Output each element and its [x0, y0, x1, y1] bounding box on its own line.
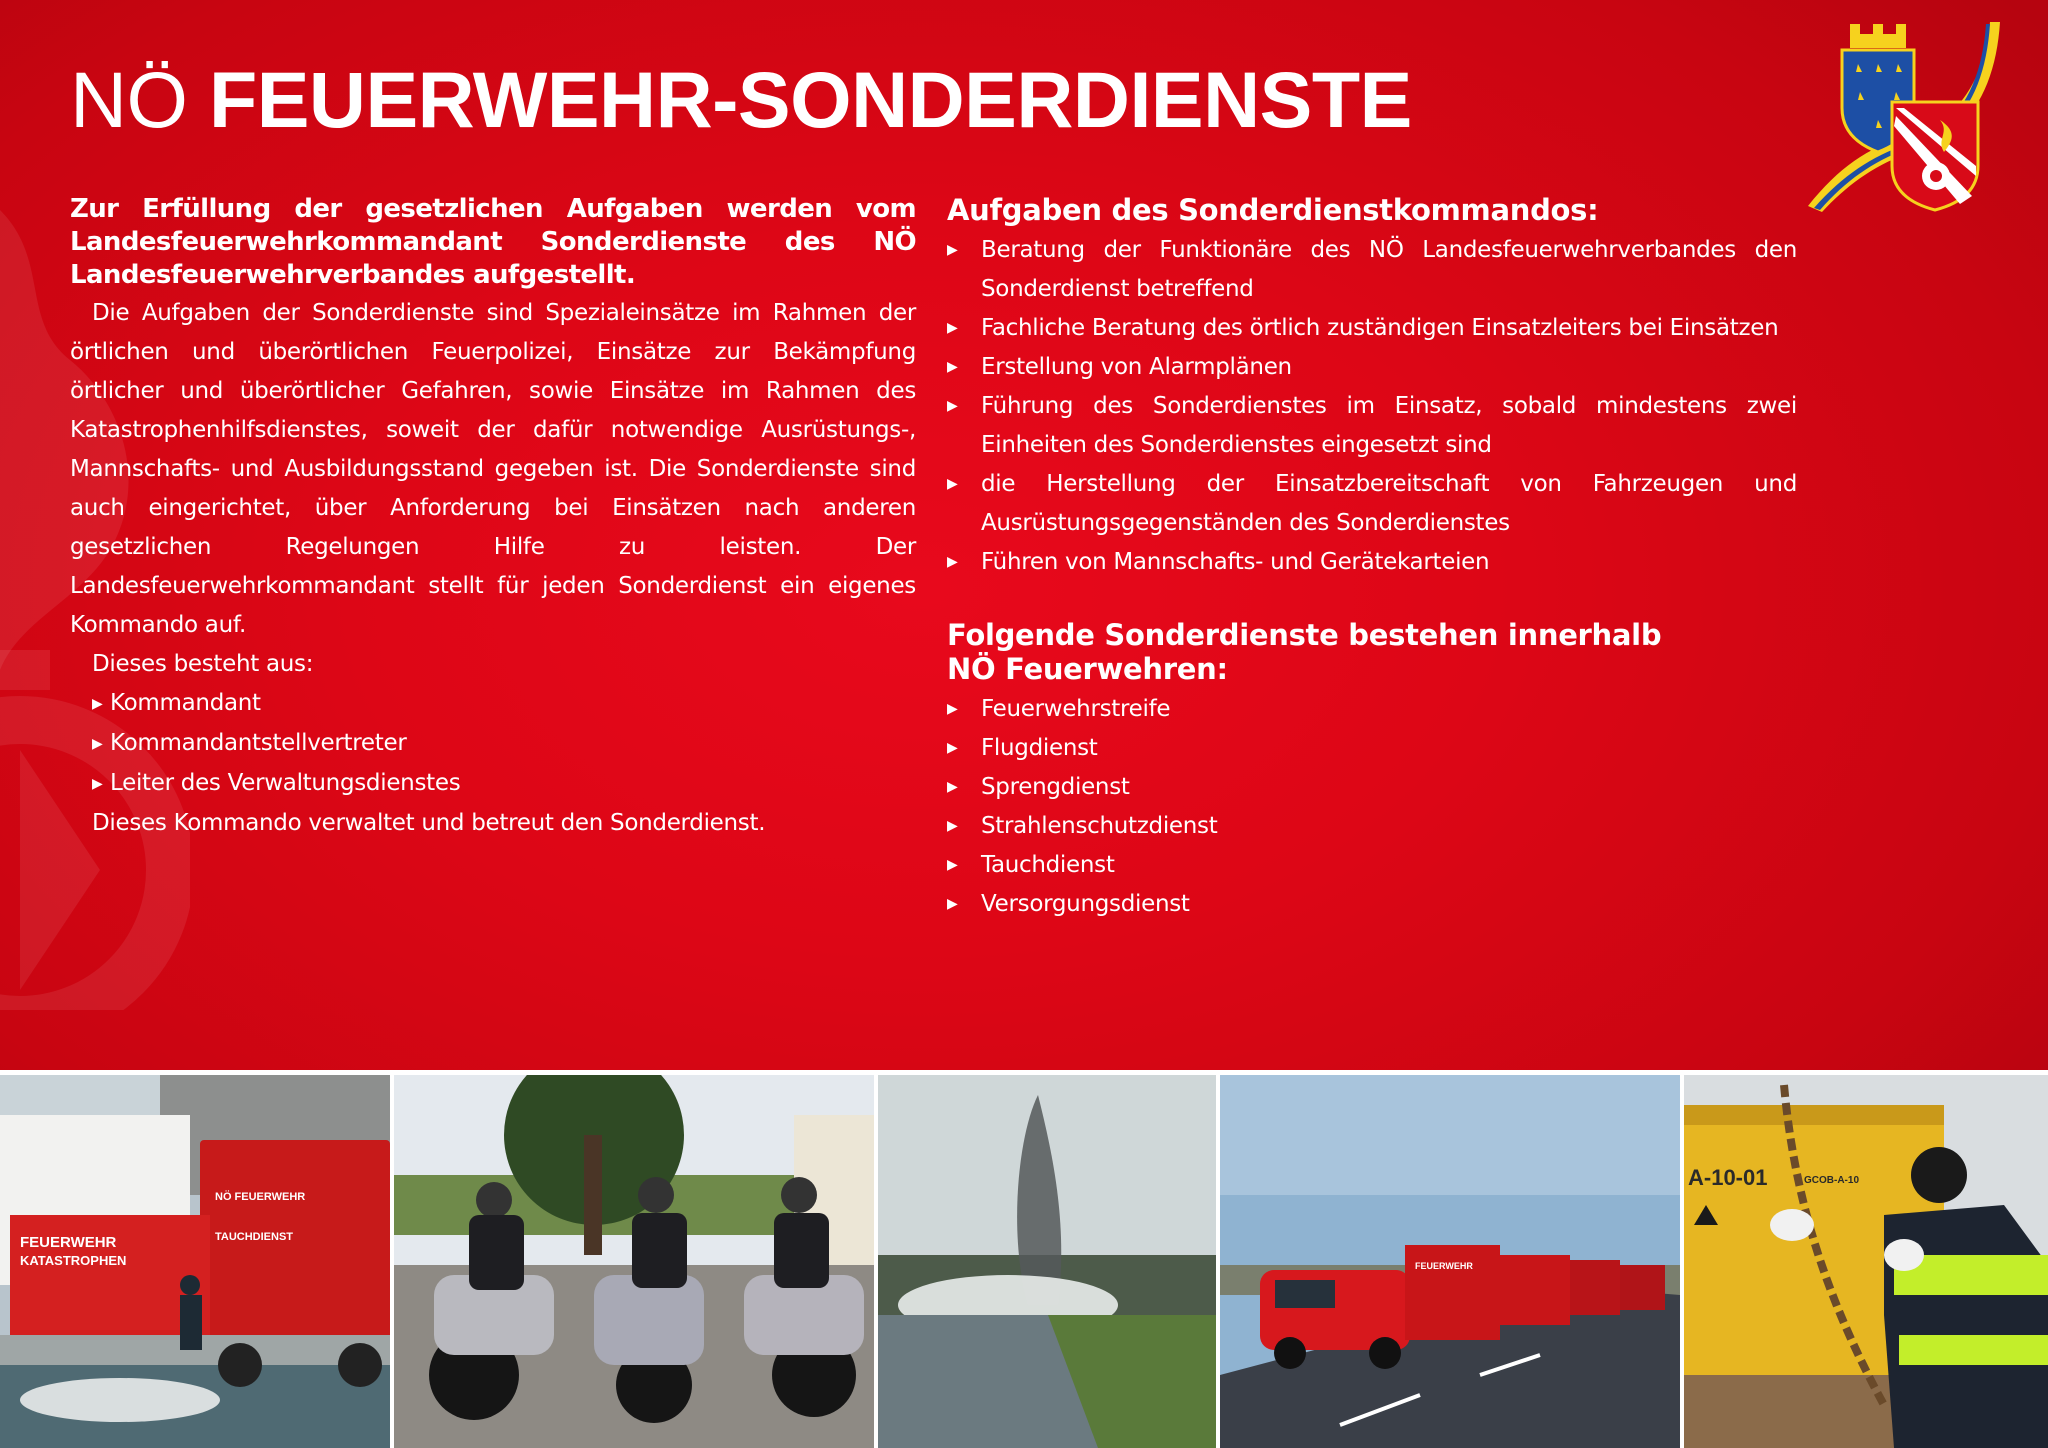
closing-sentence: Dieses Kommando verwaltet und betreut den Sonderdienst. — [92, 810, 766, 836]
consists-label: Dieses besteht aus: — [92, 651, 314, 677]
photo-motorcycle-patrol — [394, 1075, 874, 1448]
photo-diving-service — [0, 1075, 390, 1448]
bullet-icon: ▶ — [947, 554, 958, 570]
photo-strip — [0, 1075, 2048, 1448]
bullet-icon: ▶ — [947, 320, 958, 336]
body-paragraph: Die Aufgaben der Sonderdienste sind Spezialeinsätze im Rahmen der örtlichen und überörtlichen Feuerpolizei, Einsätze zur Bekämpfung örtlicher und überörtlicher Gefahren, sowie Einsätze im Rahmen des Katastrophenhilfsdienstes, soweit der dafür notwendige Ausrüstungs-, Mannschafts- und Ausbildungsstand gegeben ist. Die Sonderdienste sind auch eingerichtet, über Anforderung bei Einsätzen nach anderen gesetzlichen Regelungen Hilfe zu leisten. Der Landesfeuerwehrkommandant stellt für jeden Sonderdienst ein eigenes Kommando auf. — [70, 300, 916, 638]
bullet-icon: ▶ — [947, 476, 958, 492]
tasks-list — [947, 231, 1797, 582]
bullet-icon: ▶ — [947, 740, 958, 756]
list-item: ▶ Fachliche Beratung des örtlich zuständigen Einsatzleiters bei Einsätzen — [947, 309, 1797, 348]
list-item: ▶ Kommandantstellvertreter — [92, 724, 916, 764]
list-item: ▶ Führen von Mannschafts- und Gerätekarteien — [947, 543, 1797, 582]
list-item: ▶ Leiter des Verwaltungsdienstes — [92, 764, 916, 804]
left-column — [70, 193, 916, 843]
lead-paragraph: Zur Erfüllung der gesetzlichen Aufgaben werden vom Landesfeuerwehrkommandant Sonderdienste des NÖ Landesfeuerwehrverbandes aufgestellt. — [70, 194, 916, 290]
services-heading: Folgende Sonderdienste bestehen innerhalb NÖ Feuerwehren: — [947, 618, 1662, 686]
truck-label: FEUERWEHR — [20, 1234, 117, 1251]
container-code: A-10-01 — [1688, 1165, 1768, 1190]
page-title — [70, 55, 1412, 145]
list-item: ▶ Feuerwehrstreife — [947, 690, 1797, 729]
bullet-icon: ▶ — [947, 896, 958, 912]
services-list — [947, 690, 1797, 924]
truck-label: FEUERWEHR — [1415, 1261, 1473, 1271]
bullet-icon: ▶ — [947, 398, 958, 414]
bullet-icon: ▶ — [947, 818, 958, 834]
list-item: ▶ Kommandant — [92, 684, 916, 724]
title-prefix: NÖ — [70, 55, 188, 144]
list-item: ▶ die Herstellung der Einsatzbereitschaft von Fahrzeugen und Ausrüstungsgegenständen des Sonderdienstes — [947, 465, 1797, 543]
title-main: FEUERWEHR-SONDERDIENSTE — [208, 55, 1412, 144]
bullet-icon: ▶ — [947, 359, 958, 375]
noe-fire-brigade-logo — [1800, 16, 2000, 212]
container-tag: GCOB-A-10 — [1804, 1175, 1860, 1186]
list-item: ▶ Strahlenschutzdienst — [947, 807, 1797, 846]
bullet-icon: ▶ — [947, 242, 958, 258]
door-label: TAUCHDIENST — [215, 1231, 294, 1243]
bullet-icon: ▶ — [92, 696, 103, 712]
right-column — [947, 193, 1797, 924]
bullet-icon: ▶ — [947, 779, 958, 795]
truck-label: KATASTROPHEN — [20, 1253, 127, 1268]
door-label: NÖ FEUERWEHR — [215, 1191, 306, 1203]
bullet-icon: ▶ — [92, 776, 103, 792]
photo-blasting-service — [878, 1075, 1216, 1448]
list-item: ▶ Beratung der Funktionäre des NÖ Landesfeuerwehrverbandes den Sonderdienst betreffend — [947, 231, 1797, 309]
list-item: ▶ Flugdienst — [947, 729, 1797, 768]
command-members-list — [70, 684, 916, 804]
list-item: ▶ Versorgungsdienst — [947, 885, 1797, 924]
list-item: ▶ Sprengdienst — [947, 768, 1797, 807]
list-item: ▶ Tauchdienst — [947, 846, 1797, 885]
photo-radiation-protection — [1684, 1075, 2048, 1448]
bullet-icon: ▶ — [947, 701, 958, 717]
bullet-icon: ▶ — [947, 857, 958, 873]
tasks-heading: Aufgaben des Sonderdienstkommandos: — [947, 193, 1599, 227]
photo-supply-convoy — [1220, 1075, 1680, 1448]
list-item: ▶ Führung des Sonderdienstes im Einsatz, sobald mindestens zwei Einheiten des Sonderdienstes eingesetzt sind — [947, 387, 1797, 465]
bullet-icon: ▶ — [92, 736, 103, 752]
list-item: ▶ Erstellung von Alarmplänen — [947, 348, 1797, 387]
